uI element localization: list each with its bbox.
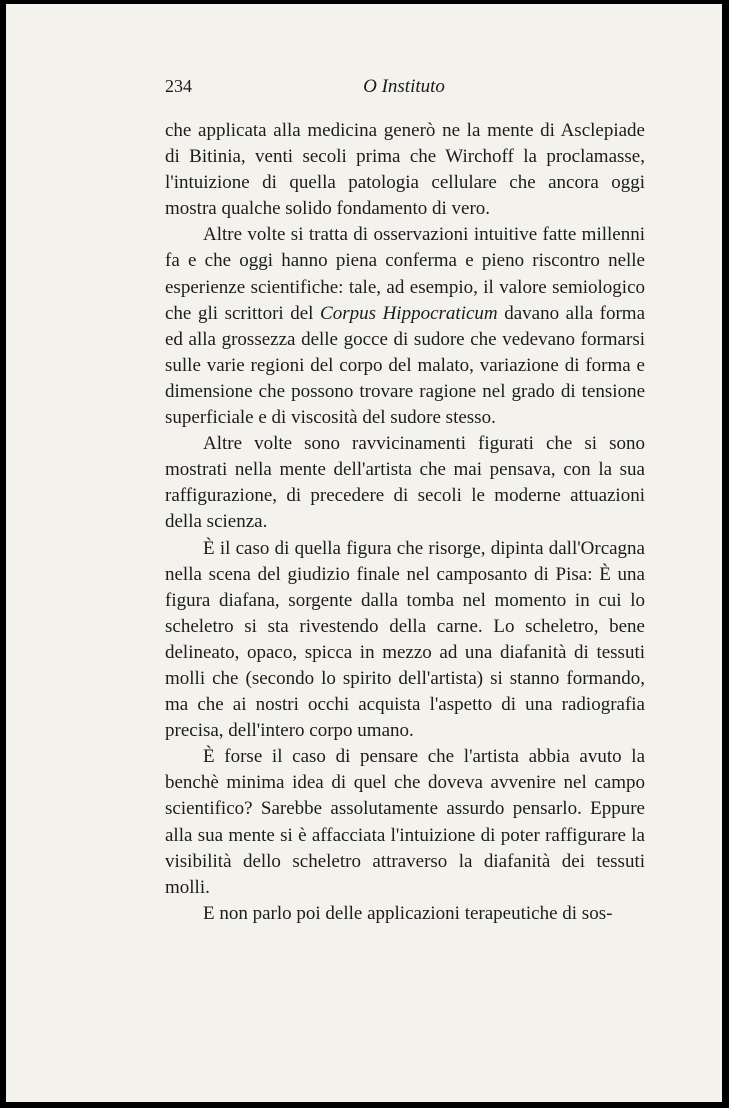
book-page <box>6 4 722 1102</box>
paragraph-4: È il caso di quella figura che risorge, dipinta dall'Orcagna nella scena del giudizio finale nel camposanto di Pisa: È una figura diafana, sorgente dalla tomba nel momento in cui lo scheletro si sta rivestendo della carne. Lo scheletro, bene delineato, opaco, spicca in mezzo ad una diafanità di tessuti molli che (secondo lo spirito dell'artista) si stanno formando, ma che ai nostri occhi acquista l'aspetto di una radiografia precisa, dell'intero corpo umano. <box>165 537 645 742</box>
page-number: 234 <box>165 76 192 96</box>
paragraph-5: È forse il caso di pensare che l'artista abbia avuto la benchè minima idea di quel che doveva avvenire nel campo scientifico? Sarebbe assolutamente assurdo pensarlo. Eppure alla sua mente si è affacciata l'intuizione di poter raffigurare la visibilità dello scheletro attraverso la diafanità dei tessuti molli. <box>165 746 645 898</box>
body-text <box>165 118 645 927</box>
paragraph-3: Altre volte sono ravvicinamenti figurati che si sono mostrati nella mente dell'artista che mai pensava, con la sua raffigurazione, di precedere di secoli le moderne attuazioni della scienza. <box>165 433 645 533</box>
page-header <box>165 76 643 104</box>
running-title: O Instituto <box>363 76 445 97</box>
paragraph-6: E non parlo poi delle applicazioni terapeutiche di sos- <box>203 902 613 924</box>
italic-title: Corpus Hippocraticum <box>320 302 498 324</box>
paragraph-1: che applicata alla medicina generò ne la mente di Asclepiade di Bitinia, venti secoli prima che Wirchoff la proclamasse, l'intuizione di quella patologia cellulare che ancora oggi mostra qualche solido fondamento di vero. <box>165 120 645 220</box>
paragraph-2: Altre volte si tratta di osservazioni intuitive fatte millenni fa e che oggi hanno piena conferma e pieno riscontro nelle esperienze scientifiche: tale, ad esempio, il valore semiologico che gli scrittori del Corpus Hippocraticum davano alla forma ed alla grossezza delle gocce di sudore che vedevano formarsi sulle varie regioni del corpo del malato, variazione di forma e dimensione che possono trovare ragione nel grado di tensione superficiale e di viscosità del sudore stesso. <box>165 224 646 429</box>
